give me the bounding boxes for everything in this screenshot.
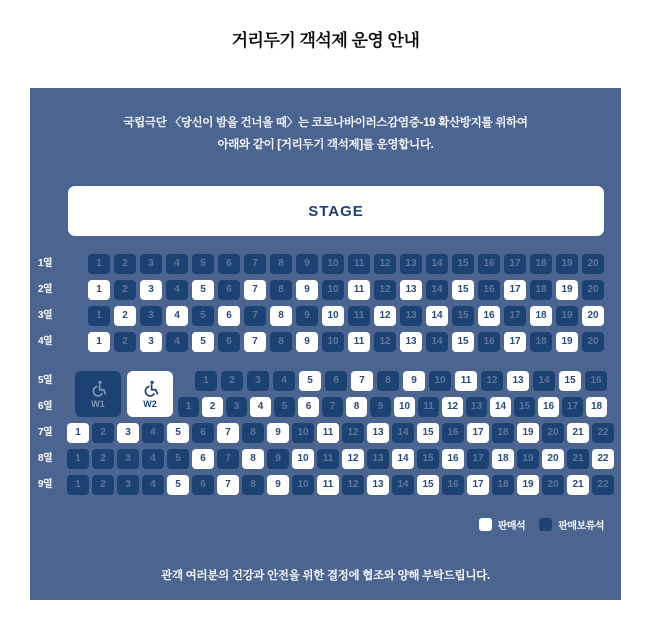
seat-3-11: 11 [348,306,370,326]
seat-2-7: 7 [244,280,266,300]
seat-4-9: 9 [296,332,318,352]
seat-7-14: 14 [392,423,414,443]
seat-row-2 [88,280,604,300]
seat-6-13: 13 [466,397,487,417]
seat-8-20: 20 [542,449,564,469]
seat-2-14: 14 [426,280,448,300]
seat-1-18: 18 [530,254,552,274]
seat-6-7: 7 [322,397,343,417]
held-seat-swatch [539,518,552,531]
seat-1-19: 19 [556,254,578,274]
seat-7-10: 10 [292,423,314,443]
seat-3-20: 20 [582,306,604,326]
seat-4-15: 15 [452,332,474,352]
seat-9-4: 4 [142,475,164,495]
seat-9-19: 19 [517,475,539,495]
seat-4-12: 12 [374,332,396,352]
seat-9-20: 20 [542,475,564,495]
seat-6-11: 11 [418,397,439,417]
seat-3-13: 13 [400,306,422,326]
intro-text [30,112,621,156]
seat-4-13: 13 [400,332,422,352]
seat-5-2: 2 [221,371,243,391]
seat-8-18: 18 [492,449,514,469]
seat-7-8: 8 [242,423,264,443]
seat-5-10: 10 [429,371,451,391]
seat-9-3: 3 [117,475,139,495]
seat-1-4: 4 [166,254,188,274]
seat-7-9: 9 [267,423,289,443]
seat-6-14: 14 [490,397,511,417]
seat-4-16: 16 [478,332,500,352]
seat-4-5: 5 [192,332,214,352]
seat-4-2: 2 [114,332,136,352]
wheelchair-seat-w2 [127,371,173,417]
seat-9-22: 22 [592,475,614,495]
seat-3-9: 9 [296,306,318,326]
seat-6-5: 5 [274,397,295,417]
seat-8-17: 17 [467,449,489,469]
seat-9-8: 8 [242,475,264,495]
seat-3-14: 14 [426,306,448,326]
seat-row-8 [67,449,614,469]
seat-7-22: 22 [592,423,614,443]
seat-5-6: 6 [325,371,347,391]
seat-1-20: 20 [582,254,604,274]
seat-7-3: 3 [117,423,139,443]
seat-2-8: 8 [270,280,292,300]
seat-7-7: 7 [217,423,239,443]
seat-1-3: 3 [140,254,162,274]
seat-1-9: 9 [296,254,318,274]
wheelchair-icon [141,379,160,398]
row-label-8: 8열 [38,453,53,464]
seat-4-3: 3 [140,332,162,352]
seat-7-6: 6 [192,423,214,443]
row-label-2: 2열 [38,284,53,295]
seat-6-15: 15 [514,397,535,417]
seat-4-18: 18 [530,332,552,352]
sale-seat-swatch [479,518,492,531]
row-label-6: 6열 [38,401,53,412]
seat-row-4 [88,332,604,352]
seat-8-4: 4 [142,449,164,469]
seat-2-1: 1 [88,280,110,300]
intro-line-1: 국립극단 〈당신이 밤을 건너올 때〉는 코로나바이러스감염증-19 확산방지를 위하여 [123,117,528,129]
seat-1-1: 1 [88,254,110,274]
seat-8-15: 15 [417,449,439,469]
seat-6-3: 3 [226,397,247,417]
seat-7-12: 12 [342,423,364,443]
seat-2-2: 2 [114,280,136,300]
seat-8-16: 16 [442,449,464,469]
seat-8-5: 5 [167,449,189,469]
seat-5-8: 8 [377,371,399,391]
seat-2-15: 15 [452,280,474,300]
seat-1-7: 7 [244,254,266,274]
seat-3-3: 3 [140,306,162,326]
seat-3-1: 1 [88,306,110,326]
seat-6-10: 10 [394,397,415,417]
seat-1-5: 5 [192,254,214,274]
seat-5-16: 16 [585,371,607,391]
seat-2-12: 12 [374,280,396,300]
seat-8-9: 9 [267,449,289,469]
seat-3-10: 10 [322,306,344,326]
seat-7-17: 17 [467,423,489,443]
seat-3-6: 6 [218,306,240,326]
seat-1-6: 6 [218,254,240,274]
seat-7-11: 11 [317,423,339,443]
seat-9-2: 2 [92,475,114,495]
seat-7-5: 5 [167,423,189,443]
seat-1-12: 12 [374,254,396,274]
seat-3-15: 15 [452,306,474,326]
seat-1-17: 17 [504,254,526,274]
seat-7-21: 21 [567,423,589,443]
row-label-5: 5열 [38,375,53,386]
seat-8-8: 8 [242,449,264,469]
seat-8-12: 12 [342,449,364,469]
seat-9-12: 12 [342,475,364,495]
seat-4-1: 1 [88,332,110,352]
stage-banner [68,186,604,236]
seat-3-2: 2 [114,306,136,326]
seat-7-20: 20 [542,423,564,443]
seat-9-17: 17 [467,475,489,495]
seat-9-18: 18 [492,475,514,495]
seat-5-3: 3 [247,371,269,391]
seat-9-21: 21 [567,475,589,495]
seat-9-16: 16 [442,475,464,495]
seat-2-20: 20 [582,280,604,300]
seat-5-7: 7 [351,371,373,391]
row-label-7: 7열 [38,427,53,438]
seat-row-6 [178,397,607,417]
seat-3-16: 16 [478,306,500,326]
seat-3-8: 8 [270,306,292,326]
seat-6-2: 2 [202,397,223,417]
legend-item-held [539,517,604,532]
seat-6-16: 16 [538,397,559,417]
seat-4-8: 8 [270,332,292,352]
intro-line-2: 아래와 같이 [거리두기 객석제]를 운영합니다. [217,139,434,151]
seat-7-2: 2 [92,423,114,443]
seat-1-11: 11 [348,254,370,274]
seat-5-12: 12 [481,371,503,391]
seat-4-11: 11 [348,332,370,352]
seat-2-17: 17 [504,280,526,300]
legend-held-label: 판매보류석 [558,521,604,532]
seat-5-4: 4 [273,371,295,391]
seat-2-19: 19 [556,280,578,300]
seat-5-15: 15 [559,371,581,391]
seat-3-5: 5 [192,306,214,326]
seat-7-18: 18 [492,423,514,443]
seat-3-7: 7 [244,306,266,326]
legend-item-sale [479,517,525,532]
seat-7-16: 16 [442,423,464,443]
seat-2-5: 5 [192,280,214,300]
seat-4-20: 20 [582,332,604,352]
seat-notice-panel [30,88,621,600]
seat-8-3: 3 [117,449,139,469]
seat-3-17: 17 [504,306,526,326]
stage-label: STAGE [308,202,364,220]
seat-row-3 [88,306,604,326]
seat-9-15: 15 [417,475,439,495]
seat-1-2: 2 [114,254,136,274]
seat-2-10: 10 [322,280,344,300]
row-label-9: 9열 [38,479,53,490]
seat-1-16: 16 [478,254,500,274]
seat-7-15: 15 [417,423,439,443]
seat-2-18: 18 [530,280,552,300]
seat-5-13: 13 [507,371,529,391]
seat-2-6: 6 [218,280,240,300]
seat-2-16: 16 [478,280,500,300]
seat-8-22: 22 [592,449,614,469]
wheelchair-seat-label: W2 [143,399,157,409]
seat-1-8: 8 [270,254,292,274]
seat-1-13: 13 [400,254,422,274]
seat-8-1: 1 [67,449,89,469]
page-title: 거리두기 객석제 운영 안내 [231,31,420,50]
legend [479,517,604,532]
seat-7-19: 19 [517,423,539,443]
seat-3-18: 18 [530,306,552,326]
seat-4-17: 17 [504,332,526,352]
row-label-4: 4열 [38,336,53,347]
wheelchair-seat-label: W1 [91,399,105,409]
seat-8-21: 21 [567,449,589,469]
seat-6-4: 4 [250,397,271,417]
row-label-1: 1열 [38,258,53,269]
seat-8-6: 6 [192,449,214,469]
seat-8-13: 13 [367,449,389,469]
seat-4-6: 6 [218,332,240,352]
seat-5-5: 5 [299,371,321,391]
seat-1-10: 10 [322,254,344,274]
seat-9-1: 1 [67,475,89,495]
legend-sale-label: 판매석 [497,521,526,532]
seat-6-9: 9 [370,397,391,417]
seat-7-4: 4 [142,423,164,443]
seat-row-9 [67,475,614,495]
row-label-3: 3열 [38,310,53,321]
seat-5-11: 11 [455,371,477,391]
seat-7-1: 1 [67,423,89,443]
seat-8-14: 14 [392,449,414,469]
seat-4-10: 10 [322,332,344,352]
seat-9-9: 9 [267,475,289,495]
seat-1-15: 15 [452,254,474,274]
seat-5-9: 9 [403,371,425,391]
seat-6-6: 6 [298,397,319,417]
seat-3-19: 19 [556,306,578,326]
seat-8-7: 7 [217,449,239,469]
seat-9-13: 13 [367,475,389,495]
seat-6-8: 8 [346,397,367,417]
seat-3-12: 12 [374,306,396,326]
seat-8-11: 11 [317,449,339,469]
seat-1-14: 14 [426,254,448,274]
seat-2-13: 13 [400,280,422,300]
footer-text: 관객 여러분의 건강과 안전을 위한 결정에 협조와 양해 부탁드립니다. [161,570,490,582]
seat-4-19: 19 [556,332,578,352]
seat-9-14: 14 [392,475,414,495]
seat-9-7: 7 [217,475,239,495]
seat-8-10: 10 [292,449,314,469]
seat-5-14: 14 [533,371,555,391]
wheelchair-icon [89,379,108,398]
seat-9-11: 11 [317,475,339,495]
seat-7-13: 13 [367,423,389,443]
seat-6-17: 17 [562,397,583,417]
seat-6-1: 1 [178,397,199,417]
seat-3-4: 4 [166,306,188,326]
seat-row-5 [195,371,607,391]
seat-row-7 [67,423,614,443]
seat-2-3: 3 [140,280,162,300]
seat-5-1: 1 [195,371,217,391]
seat-6-12: 12 [442,397,463,417]
seat-4-4: 4 [166,332,188,352]
seat-9-10: 10 [292,475,314,495]
seat-6-18: 18 [586,397,607,417]
seat-9-6: 6 [192,475,214,495]
seat-row-1 [88,254,604,274]
wheelchair-seat-w1 [75,371,121,417]
seat-2-11: 11 [348,280,370,300]
seat-9-5: 5 [167,475,189,495]
seat-4-7: 7 [244,332,266,352]
seat-4-14: 14 [426,332,448,352]
seat-2-9: 9 [296,280,318,300]
seat-2-4: 4 [166,280,188,300]
seat-8-19: 19 [517,449,539,469]
seat-8-2: 2 [92,449,114,469]
